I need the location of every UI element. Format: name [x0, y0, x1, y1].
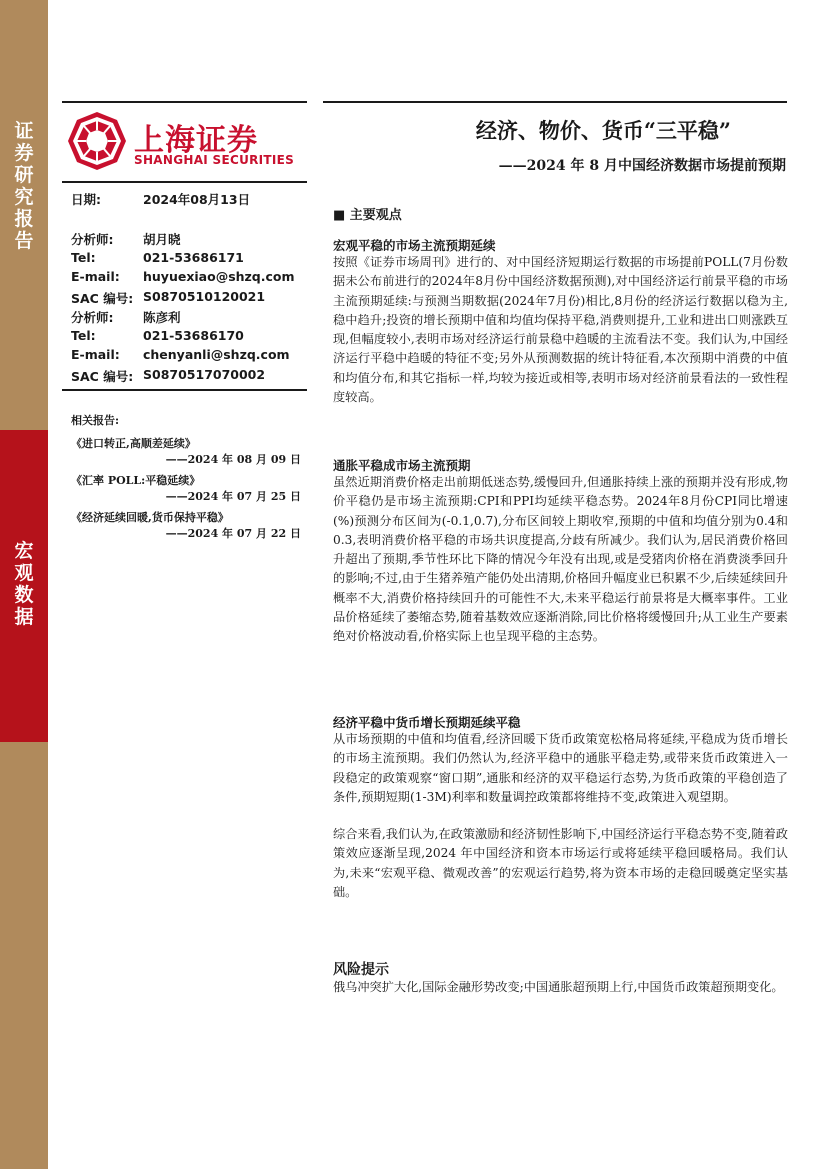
tel-label: Tel: — [71, 327, 96, 343]
analyst-name: 陈彦利 — [143, 310, 181, 325]
analyst-label: 分析师: — [71, 232, 114, 247]
vertical-label-char: 告 — [14, 230, 34, 252]
tel-value: 021-53686170 — [143, 327, 244, 343]
section-heading: 宏观平稳的市场主流预期延续 — [333, 238, 496, 253]
report-type-label — [0, 120, 48, 252]
analyst-label: 分析师: — [71, 310, 114, 325]
sac-label: SAC 编号: — [71, 290, 134, 306]
sac-value: S0870517070002 — [143, 366, 266, 382]
email-value: chenyanli@shzq.com — [143, 347, 290, 362]
tel-label: Tel: — [71, 249, 96, 265]
email-value: huyuexiao@shzq.com — [143, 269, 295, 284]
brand-name-cn: 上海证券 — [134, 123, 258, 158]
tel-value: 021-53686171 — [143, 249, 244, 265]
report-title: 经济、物价、货币“三平稳” — [475, 118, 731, 143]
date-value: 2024年08月13日 — [143, 192, 251, 207]
report-subtitle: ——2024 年 8 月中国经济数据市场提前预期 — [498, 158, 786, 174]
date-label: 日期: — [71, 192, 101, 207]
related-report-date: ——2024 年 08 月 09 日 — [165, 453, 301, 466]
section-paragraph: 从市场预期的中值和均值看,经济回暖下货币政策宽松格局将延续,平稳成为货币增长的市场主流预期。我们仍然认为,经济平稳中的通胀平稳走势,或带来货币政策进入一段稳定的政策观察“窗口期”,通胀和经济的双平稳运行态势,为货币政策的平稳创造了条件,预期短期(1-3M)利率和数量调控政策都将维持不变,政策进入观望期。 — [333, 732, 788, 804]
brand-name-en: SHANGHAI SECURITIES — [134, 153, 295, 167]
section-heading: 经济平稳中货币增长预期延续平稳 — [333, 715, 521, 730]
meta-rule-top — [62, 181, 307, 183]
sac-label: SAC 编号: — [71, 368, 134, 384]
sidebar — [0, 0, 48, 1169]
section-paragraph: 虽然近期消费价格走出前期低迷态势,缓慢回升,但通胀持续上涨的预期并没有形成,物价平稳仍是市场主流预期:CPI和PPI均延续平稳态势。2024年8月份CPI同比增速(%)预测分布区间为(-0.1,0.7),分布区间较上期收窄,预期的中值和均值分别为0.4和0.3,表明消费价格平稳的市场共识度提高,分歧有所减少。我们认为,居民消费价格回升超出了预期,季节性环比下降的情况今年没有出现,或是受猪肉价格在消费淡季回升的影响;不过,由于生猪养殖产能仍处出清期,价格回升幅度业已积累不少,后续延续回升概率不大,消费价格持续回升的可能性不大,未来平稳运行前景将是大概率事件。工业品价格延续了萎缩态势,随着基数效应逐渐消除,同比价格将缓慢回升;从工业生产要素绝对价格波动看,价格实际上也呈现平稳的主态势。 — [333, 475, 788, 644]
vertical-label-char: 观 — [14, 562, 34, 584]
vertical-label-char: 报 — [14, 208, 34, 230]
vertical-label-char: 研 — [14, 164, 34, 186]
related-reports-heading: 相关报告: — [71, 414, 120, 427]
email-label: E-mail: — [71, 269, 120, 284]
key-points-heading: ■ 主要观点 — [333, 208, 402, 223]
related-report-date: ——2024 年 07 月 22 日 — [165, 527, 301, 540]
header-rule-left — [62, 101, 307, 103]
related-reports — [71, 412, 301, 546]
vertical-label-char: 究 — [14, 186, 34, 208]
section-heading: 通胀平稳成市场主流预期 — [333, 458, 471, 473]
vertical-label-char: 据 — [14, 606, 34, 628]
vertical-label-char: 证 — [14, 120, 34, 142]
related-report-title: 《经济延续回暖,货币保持平稳》 — [71, 511, 229, 524]
meta-rule-bottom — [62, 389, 307, 391]
vertical-label-char: 数 — [14, 584, 34, 606]
vertical-label-char: 宏 — [14, 540, 34, 562]
risk-heading: 风险提示 — [333, 962, 389, 978]
header-rule-right — [323, 101, 787, 103]
related-report-date: ——2024 年 07 月 25 日 — [165, 490, 301, 503]
vertical-label-char: 券 — [14, 142, 34, 164]
related-report-title: 《进口转正,高顺差延续》 — [71, 437, 196, 450]
related-report-title: 《汇率 POLL:平稳延续》 — [71, 474, 201, 487]
section-paragraph: 综合来看,我们认为,在政策激励和经济韧性影响下,中国经济运行平稳态势不变,随着政策效应逐渐呈现,2024 年中国经济和资本市场运行或将延续平稳回暖格局。我们认为,未来“宏观平稳、微观改善”的宏观运行趋势,将为资本市场的走稳回暖奠定坚实基础。 — [333, 827, 788, 899]
analyst-name: 胡月晓 — [143, 232, 181, 247]
risk-text: 俄乌冲突扩大化,国际金融形势改变;中国通胀超预期上行,中国货币政策超预期变化。 — [333, 980, 784, 994]
sac-value: S0870510120021 — [143, 288, 266, 304]
section-paragraph: 按照《证券市场周刊》进行的、对中国经济短期运行数据的市场提前POLL(7月份数据未公布前进行的2024年8月份中国经济数据预测),对中国经济运行前景平稳的市场主流预期延续:与预测当期数据(2024年7月份)相比,8月份的经济运行数据以稳为主,稳中趋升;投资的增长预期中值和均值均保持平稳,消费则提升,工业和进出口则涨跌互现,但幅度较小,表明市场对经济运行前景稳中趋暖的主流看法不变。我们认为,中国经济运行平稳中趋暖的特征不变;另外从预测数据的统计特征看,本次预期中消费的中值和均值分布,和其它指标一样,均较为接近或相等,表明市场对经济前景看法的一致性程度较高。 — [333, 255, 788, 405]
section-type-label — [0, 540, 48, 628]
octagon-logo-icon — [66, 110, 128, 172]
email-label: E-mail: — [71, 347, 120, 362]
